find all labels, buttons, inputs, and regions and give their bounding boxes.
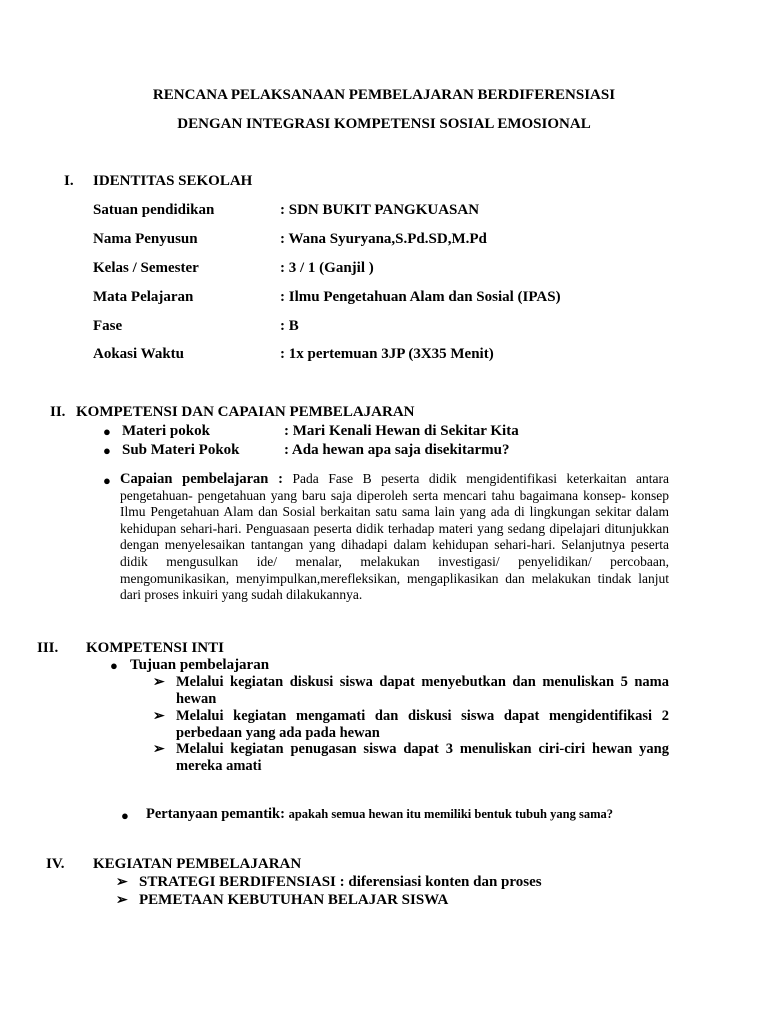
arrow-bullet-icon: ➢ (153, 742, 165, 757)
arrow-bullet-icon: ➢ (153, 709, 165, 724)
identity-value: : Ilmu Pengetahuan Alam dan Sosial (IPAS) (280, 289, 561, 305)
section3-heading: KOMPETENSI INTI (86, 640, 224, 656)
materi-value: : Mari Kenali Hewan di Sekitar Kita (284, 423, 519, 439)
identity-label: Fase (93, 318, 123, 334)
document-title-line1: RENCANA PELAKSANAAN PEMBELAJARAN BERDIFERENSIASI (152, 87, 616, 103)
kegiatan-item: STRATEGI BERDIFENSIASI : diferensiasi konten dan proses (139, 874, 542, 890)
identity-value: : B (280, 318, 299, 334)
section3-number: III. (37, 640, 59, 656)
document-title-line2: DENGAN INTEGRASI KOMPETENSI SOSIAL EMOSIONAL (177, 116, 591, 132)
bullet-icon: ● (103, 443, 111, 458)
pertanyaan-pemantik (146, 806, 613, 823)
kegiatan-item: PEMETAAN KEBUTUHAN BELAJAR SISWA (139, 892, 449, 908)
identity-label: Satuan pendidikan (93, 202, 215, 218)
section1-heading: IDENTITAS SEKOLAH (93, 173, 253, 189)
arrow-bullet-icon: ➢ (153, 675, 165, 690)
bullet-icon: ● (103, 424, 111, 439)
identity-value: : SDN BUKIT PANGKUASAN (280, 202, 480, 218)
capaian-text: Pada Fase B peserta didik mengidentifikasi keterkaitan antara pengetahuan- pengetahuan yang baru saja diperoleh serta mencari tahu bagaimana konsep- konsep Ilmu Pengetahuan Alam dan Sosial berkaitan satu sama lain yang ada di lingkungan sekitar dalam kehidupan sehari-hari. Penguasaan peserta didik terhadap materi yang sedang dipelajari ditunjukkan dengan menyelesaikan tantangan yang dihadapi dalam kehidupan sehari-hari. Selanjutnya peserta didik mengusulkan ide/ menalar, melakukan investigasi/ penyelidikan/ percobaan, mengomunikasikan, menyimpulkan,merefleksikan, mengaplikasikan dan melakukan tindak lanjut dari proses inkuiri yang sudah dilakukannya. (120, 471, 669, 603)
arrow-bullet-icon: ➢ (116, 875, 128, 890)
pertanyaan-label: Pertanyaan pemantik: (146, 806, 285, 822)
pertanyaan-text: apakah semua hewan itu memiliki bentuk tubuh yang sama? (288, 807, 613, 821)
bullet-icon: ● (110, 658, 118, 673)
tujuan-item: Melalui kegiatan diskusi siswa dapat menyebutkan dan menuliskan 5 nama hewan (176, 674, 669, 707)
sub-materi-label: Sub Materi Pokok (122, 442, 240, 458)
identity-label: Nama Penyusun (93, 231, 198, 247)
capaian-label: Capaian pembelajaran : (120, 471, 283, 487)
section2-heading: KOMPETENSI DAN CAPAIAN PEMBELAJARAN (76, 404, 415, 420)
bullet-icon: ● (121, 808, 129, 823)
tujuan-item: Melalui kegiatan mengamati dan diskusi siswa dapat mengidentifikasi 2 perbedaan yang ada pada hewan (176, 708, 669, 741)
section2-number: II. (50, 404, 66, 420)
section4-number: IV. (46, 856, 65, 872)
identity-value: : Wana Syuryana,S.Pd.SD,M.Pd (280, 231, 487, 247)
identity-label: Kelas / Semester (93, 260, 199, 276)
sub-materi-value: : Ada hewan apa saja disekitarmu? (284, 442, 510, 458)
arrow-bullet-icon: ➢ (116, 893, 128, 908)
section1-number: I. (64, 173, 74, 189)
materi-label: Materi pokok (122, 423, 210, 439)
capaian-paragraph (120, 471, 669, 604)
tujuan-label: Tujuan pembelajaran (130, 657, 270, 673)
identity-label: Mata Pelajaran (93, 289, 194, 305)
identity-value: : 1x pertemuan 3JP (3X35 Menit) (280, 346, 494, 362)
tujuan-item: Melalui kegiatan penugasan siswa dapat 3 menuliskan ciri-ciri hewan yang mereka amati (176, 741, 669, 774)
identity-value: : 3 / 1 (Ganjil ) (280, 260, 374, 276)
section4-heading: KEGIATAN PEMBELAJARAN (93, 856, 302, 872)
identity-label: Aokasi Waktu (93, 346, 185, 362)
bullet-icon: ● (103, 473, 111, 488)
